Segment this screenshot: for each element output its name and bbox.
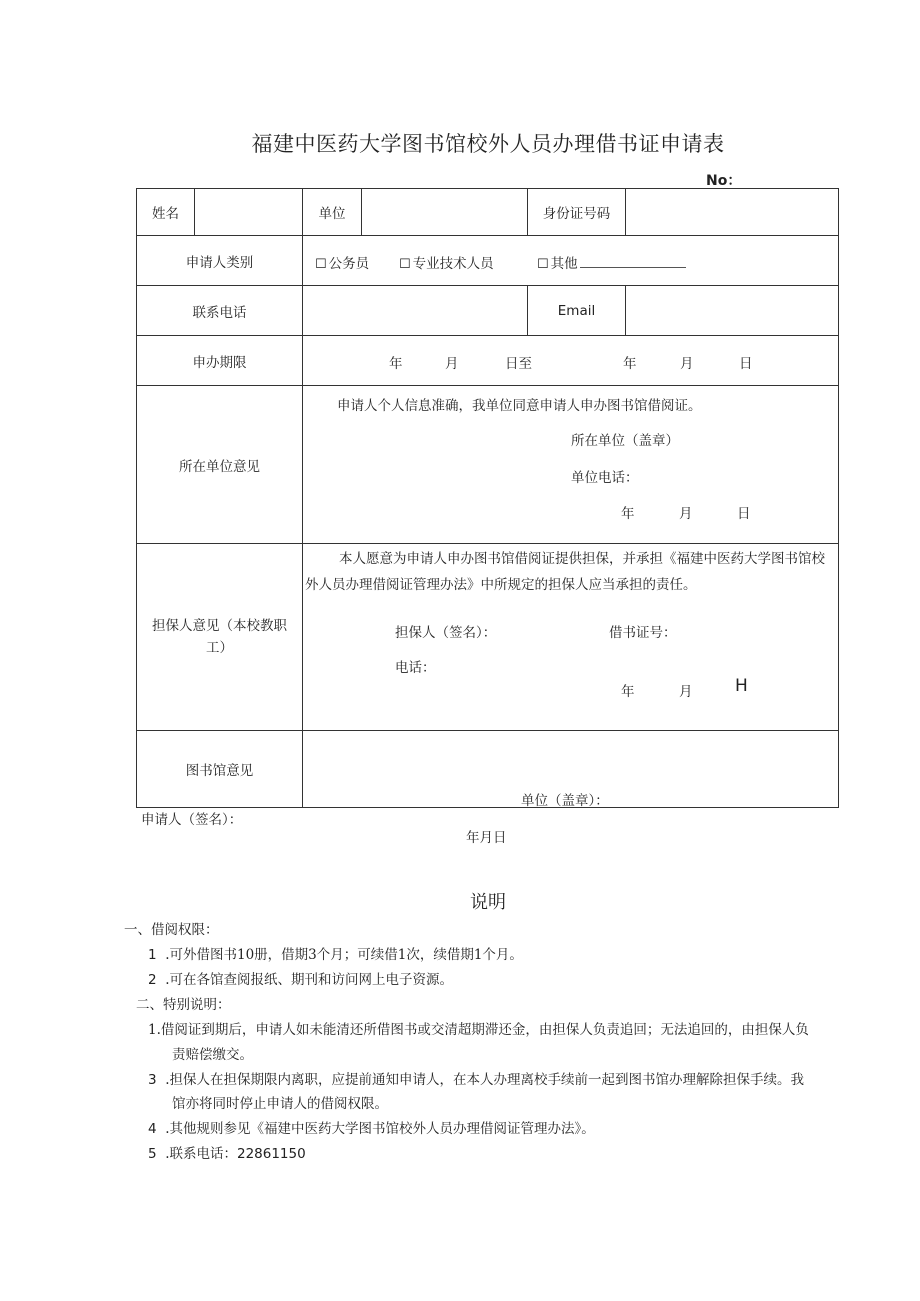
option-professional[interactable] (399, 252, 494, 272)
library-seal-label: 单位（盖章）： (521, 793, 609, 809)
notes-section-2: 二、特别说明： (136, 997, 231, 1013)
notes-item-2-number: 2 (148, 972, 157, 988)
notes-title: 说明 (470, 892, 506, 913)
notes-item-3-line1: 1.借阅证到期后，申请人如未能清还所借图书或交清超期滞还金，由担保人负责追回；无法追回的，由担保人负 (148, 1022, 809, 1038)
option-label: 公务员 (328, 256, 370, 272)
notes-item-2 (148, 968, 453, 988)
period-end-day: 日 (739, 356, 753, 372)
checkbox-icon[interactable]: ☐ (399, 257, 411, 272)
unit-opinion-year: 年 (621, 506, 635, 522)
unit-phone-label: 单位电话： (571, 470, 639, 486)
phone-label: 联系电话 (137, 286, 303, 336)
guarantor-opinion-field[interactable] (303, 544, 839, 731)
checkbox-icon[interactable]: ☐ (537, 257, 549, 272)
notes-item-5-number: 4 (148, 1121, 157, 1137)
notes-item-4-number: 3 (148, 1072, 157, 1088)
guarantor-label-line2: 工） (206, 640, 233, 656)
period-field[interactable] (303, 336, 839, 386)
unit-opinion-day: 日 (737, 506, 751, 522)
phone-field[interactable] (303, 286, 528, 336)
unit-opinion-label: 所在单位意见 (137, 386, 303, 544)
option-label: 其他 (550, 256, 578, 272)
notes-item-1-text: .可外借图书10册，借期3个月；可续借1次，续借期1个月。 (165, 947, 523, 963)
notes-item-1 (148, 943, 523, 963)
notes-item-4-line2: 馆亦将同时停止申请人的借阅权限。 (172, 1096, 388, 1112)
applicant-category-options (303, 236, 839, 286)
period-start-month: 月 (445, 356, 459, 372)
checkbox-icon[interactable]: ☐ (315, 257, 327, 272)
guarantor-label-line1: 担保人意见（本校教职 (152, 618, 287, 634)
option-civil-servant[interactable] (315, 252, 369, 272)
period-end-month: 月 (680, 356, 694, 372)
id-number-field[interactable] (626, 189, 839, 236)
guarantor-phone-label: 电话： (395, 660, 436, 676)
option-label: 专业技术人员 (412, 256, 494, 272)
email-field[interactable] (626, 286, 839, 336)
guarantor-date-year: 年 (621, 684, 635, 700)
notes-item-4-text: .担保人在担保期限内离职，应提前通知申请人，在本人办理离校手续前一起到图书馆办理解除担保手续。我 (165, 1072, 804, 1088)
notes-item-5 (148, 1117, 595, 1137)
name-field[interactable] (195, 189, 303, 236)
unit-opinion-statement: 申请人个人信息准确，我单位同意申请人申办图书馆借阅证。 (337, 398, 702, 414)
document-title: 福建中医药大学图书馆校外人员办理借书证申请表 (251, 132, 725, 156)
library-phone-number: 22861150 (236, 1146, 306, 1162)
library-opinion-field[interactable] (303, 731, 839, 808)
period-end-year: 年 (623, 356, 637, 372)
applicant-sign-date: 年月日 (466, 830, 507, 846)
guarantor-date-month: 月 (679, 684, 693, 700)
other-blank-line[interactable] (580, 255, 686, 268)
notes-item-6-label: .联系电话： (165, 1146, 237, 1162)
guarantor-date-day: H (735, 676, 748, 696)
notes-item-6 (148, 1142, 306, 1162)
notes-item-5-text: .其他规则参见《福建中医药大学图书馆校外人员办理借阅证管理办法》。 (165, 1121, 595, 1137)
notes-section-1: 一、借阅权限： (124, 922, 219, 938)
unit-opinion-month: 月 (679, 506, 693, 522)
notes-item-1-number: 1 (148, 947, 157, 963)
name-label: 姓名 (137, 189, 195, 236)
guarantor-opinion-label (137, 544, 303, 731)
library-opinion-label: 图书馆意见 (137, 731, 303, 808)
email-label: Email (528, 286, 626, 336)
applicant-category-label: 申请人类别 (137, 236, 303, 286)
unit-seal-label: 所在单位（盖章） (571, 433, 679, 449)
unit-field[interactable] (362, 189, 528, 236)
applicant-sign-label: 申请人（签名）： (141, 812, 243, 828)
unit-label: 单位 (303, 189, 362, 236)
unit-opinion-field[interactable] (303, 386, 839, 544)
notes-item-2-text: .可在各馆查阅报纸、期刊和访问网上电子资源。 (165, 972, 453, 988)
guarantor-sign-label: 担保人（签名）： (395, 625, 497, 641)
period-label: 申办期限 (137, 336, 303, 386)
notes-item-3-line2: 责赔偿缴交。 (172, 1047, 253, 1063)
id-number-label: 身份证号码 (528, 189, 626, 236)
form-number-label: No： (706, 173, 742, 189)
notes-item-4-line1 (148, 1068, 804, 1088)
guarantor-card-no-label: 借书证号： (609, 625, 677, 641)
period-start-day: 日至 (505, 356, 532, 372)
application-form-table (136, 188, 839, 808)
period-start-year: 年 (389, 356, 403, 372)
guarantor-statement: 本人愿意为申请人申办图书馆借阅证提供担保，并承担《福建中医药大学图书馆校外人员办理借阅证管理办法》中所规定的担保人应当承担的责任。 (305, 551, 825, 593)
notes-item-6-number: 5 (148, 1146, 157, 1162)
option-other[interactable] (537, 252, 686, 272)
